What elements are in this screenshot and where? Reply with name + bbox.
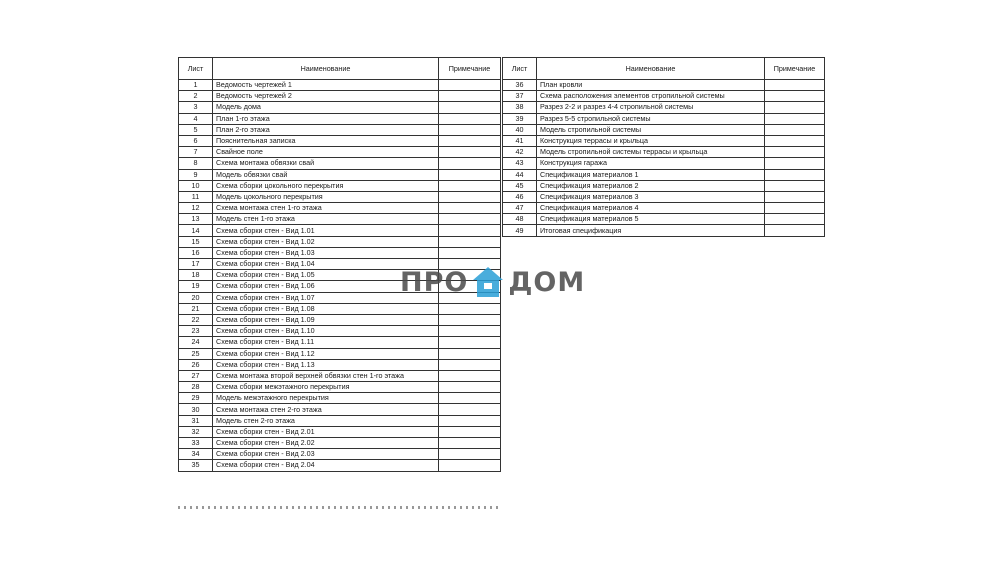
sheet-name: Модель стропильной системы террасы и крыльца xyxy=(537,147,765,158)
sheet-name: Схема расположения элементов стропильной системы xyxy=(537,91,765,102)
sheet-name: Спецификация материалов 1 xyxy=(537,169,765,180)
sheet-number: 21 xyxy=(179,303,213,314)
sheet-name: Схема сборки межэтажного перекрытия xyxy=(213,382,439,393)
table-row xyxy=(179,113,501,124)
sheet-name: Схема сборки стен - Вид 1.13 xyxy=(213,359,439,370)
sheet-name: Модель дома xyxy=(213,102,439,113)
sheet-name: Модель стропильной системы xyxy=(537,124,765,135)
drawings-list-table-right xyxy=(502,57,825,237)
table-row xyxy=(179,314,501,325)
sheet-number: 41 xyxy=(503,135,537,146)
table-row xyxy=(503,91,825,102)
sheet-name: Схема сборки стен - Вид 1.02 xyxy=(213,236,439,247)
sheet-number: 6 xyxy=(179,135,213,146)
watermark-text-left: ПРО xyxy=(400,266,469,298)
sheet-number: 47 xyxy=(503,203,537,214)
watermark-text-right: ДОМ xyxy=(508,266,586,298)
sheet-name: Итоговая спецификация xyxy=(537,225,765,236)
sheet-name: План 2-го этажа xyxy=(213,124,439,135)
sheet-note xyxy=(765,91,825,102)
header-sheet: Лист xyxy=(503,58,537,80)
sheet-number: 45 xyxy=(503,180,537,191)
sheet-note xyxy=(439,203,501,214)
sheet-number: 11 xyxy=(179,191,213,202)
sheet-note xyxy=(765,191,825,202)
sheet-number: 34 xyxy=(179,449,213,460)
sheet-note xyxy=(439,449,501,460)
sheet-number: 36 xyxy=(503,80,537,91)
watermark-small-text: ФМ3 xyxy=(479,290,496,297)
sheet-name: Модель стен 1-го этажа xyxy=(213,214,439,225)
sheet-note xyxy=(439,225,501,236)
sheet-number: 23 xyxy=(179,326,213,337)
table-row xyxy=(503,113,825,124)
sheet-note xyxy=(439,180,501,191)
table-row xyxy=(179,370,501,381)
sheet-number: 42 xyxy=(503,147,537,158)
table-row xyxy=(179,169,501,180)
table-row xyxy=(503,135,825,146)
sheet-number: 3 xyxy=(179,102,213,113)
sheet-number: 37 xyxy=(503,91,537,102)
sheet-number: 7 xyxy=(179,147,213,158)
sheet-note xyxy=(439,415,501,426)
sheet-name: Модель обвязки свай xyxy=(213,169,439,180)
sheet-name: План кровли xyxy=(537,80,765,91)
sheet-note xyxy=(439,314,501,325)
table-row xyxy=(179,203,501,214)
sheet-note xyxy=(765,225,825,236)
sheet-note xyxy=(439,438,501,449)
sheet-name: Схема монтажа второй верхней обвязки стен 1-го этажа xyxy=(213,370,439,381)
sheet-number: 19 xyxy=(179,281,213,292)
table-row xyxy=(179,135,501,146)
table-row xyxy=(503,214,825,225)
table-row xyxy=(179,247,501,258)
table-cut-edge xyxy=(178,506,500,509)
sheet-number: 32 xyxy=(179,426,213,437)
table-row xyxy=(179,382,501,393)
sheet-name: Пояснительная записка xyxy=(213,135,439,146)
sheet-name: Конструкция гаража xyxy=(537,158,765,169)
sheet-number: 8 xyxy=(179,158,213,169)
sheet-note xyxy=(765,169,825,180)
table-row xyxy=(503,180,825,191)
sheet-name: Схема сборки стен - Вид 1.09 xyxy=(213,314,439,325)
sheet-name: Разрез 2-2 и разрез 4-4 стропильной системы xyxy=(537,102,765,113)
sheet-note xyxy=(439,191,501,202)
sheet-note xyxy=(765,203,825,214)
table-row xyxy=(179,393,501,404)
table-row xyxy=(503,147,825,158)
table-row xyxy=(503,124,825,135)
sheet-number: 38 xyxy=(503,102,537,113)
sheet-note xyxy=(765,80,825,91)
sheet-number: 17 xyxy=(179,259,213,270)
sheet-number: 22 xyxy=(179,314,213,325)
sheet-note xyxy=(439,214,501,225)
sheet-number: 30 xyxy=(179,404,213,415)
header-note: Примечание xyxy=(765,58,825,80)
sheet-number: 24 xyxy=(179,337,213,348)
sheet-name: Схема сборки стен - Вид 1.01 xyxy=(213,225,439,236)
sheet-name: Схема монтажа обвязки свай xyxy=(213,158,439,169)
sheet-number: 4 xyxy=(179,113,213,124)
sheet-note xyxy=(439,236,501,247)
sheet-name: Ведомость чертежей 1 xyxy=(213,80,439,91)
sheet-number: 44 xyxy=(503,169,537,180)
table-row xyxy=(179,236,501,247)
table-row xyxy=(179,147,501,158)
sheet-name: Конструкция террасы и крыльца xyxy=(537,135,765,146)
sheet-note xyxy=(765,135,825,146)
sheet-note xyxy=(765,102,825,113)
header-name: Наименование xyxy=(537,58,765,80)
sheet-name: Спецификация материалов 3 xyxy=(537,191,765,202)
sheet-name: Схема сборки стен - Вид 2.03 xyxy=(213,449,439,460)
sheet-note xyxy=(439,426,501,437)
sheet-name: Модель цокольного перекрытия xyxy=(213,191,439,202)
table-row xyxy=(179,303,501,314)
sheet-number: 48 xyxy=(503,214,537,225)
sheet-name: Ведомость чертежей 2 xyxy=(213,91,439,102)
sheet-note xyxy=(439,460,501,471)
sheet-name: Схема сборки стен - Вид 1.10 xyxy=(213,326,439,337)
table-header-row xyxy=(503,58,825,80)
sheet-note xyxy=(439,247,501,258)
sheet-note xyxy=(765,180,825,191)
sheet-number: 28 xyxy=(179,382,213,393)
sheet-name: Схема сборки стен - Вид 2.04 xyxy=(213,460,439,471)
sheet-number: 29 xyxy=(179,393,213,404)
table-row xyxy=(179,438,501,449)
sheet-number: 49 xyxy=(503,225,537,236)
table-row xyxy=(179,337,501,348)
sheet-number: 9 xyxy=(179,169,213,180)
sheet-number: 40 xyxy=(503,124,537,135)
watermark-logo xyxy=(400,265,585,299)
sheet-note xyxy=(439,102,501,113)
header-sheet: Лист xyxy=(179,58,213,80)
sheet-note xyxy=(439,326,501,337)
sheet-name: Схема сборки стен - Вид 1.03 xyxy=(213,247,439,258)
sheet-name: Схема сборки стен - Вид 2.01 xyxy=(213,426,439,437)
sheet-name: Схема сборки стен - Вид 1.12 xyxy=(213,348,439,359)
sheet-note xyxy=(765,214,825,225)
table-row xyxy=(503,203,825,214)
table-row xyxy=(179,348,501,359)
sheet-name: Схема сборки стен - Вид 1.07 xyxy=(213,292,439,303)
table-row xyxy=(503,158,825,169)
sheet-number: 43 xyxy=(503,158,537,169)
table-row xyxy=(503,169,825,180)
table-row xyxy=(503,225,825,236)
table-row xyxy=(503,80,825,91)
sheet-number: 10 xyxy=(179,180,213,191)
table-row xyxy=(179,124,501,135)
table-row xyxy=(179,359,501,370)
sheet-note xyxy=(765,113,825,124)
table-row xyxy=(179,415,501,426)
sheet-number: 2 xyxy=(179,91,213,102)
table-row xyxy=(179,158,501,169)
table-row xyxy=(179,214,501,225)
sheet-name: Схема монтажа стен 2-го этажа xyxy=(213,404,439,415)
sheet-name: Спецификация материалов 5 xyxy=(537,214,765,225)
table-row xyxy=(179,91,501,102)
sheet-name: Схема сборки стен - Вид 1.08 xyxy=(213,303,439,314)
table-row xyxy=(503,102,825,113)
sheet-number: 18 xyxy=(179,270,213,281)
sheet-note xyxy=(439,359,501,370)
sheet-name: Свайное поле xyxy=(213,147,439,158)
sheet-name: Модель стен 2-го этажа xyxy=(213,415,439,426)
sheet-note xyxy=(439,158,501,169)
sheet-note xyxy=(765,158,825,169)
header-note: Примечание xyxy=(439,58,501,80)
sheet-name: Схема сборки стен - Вид 1.11 xyxy=(213,337,439,348)
sheet-name: Модель межэтажного перекрытия xyxy=(213,393,439,404)
table-row xyxy=(179,80,501,91)
sheet-note xyxy=(439,124,501,135)
sheet-note xyxy=(439,370,501,381)
sheet-note xyxy=(439,169,501,180)
sheet-name: Схема сборки стен - Вид 1.05 xyxy=(213,270,439,281)
sheet-number: 26 xyxy=(179,359,213,370)
sheet-number: 25 xyxy=(179,348,213,359)
header-name: Наименование xyxy=(213,58,439,80)
sheet-note xyxy=(439,135,501,146)
table-row xyxy=(503,191,825,202)
sheet-note xyxy=(439,113,501,124)
sheet-name: Схема сборки цокольного перекрытия xyxy=(213,180,439,191)
sheet-note xyxy=(765,147,825,158)
table-row xyxy=(179,426,501,437)
sheet-note xyxy=(439,91,501,102)
table-row xyxy=(179,180,501,191)
house-icon xyxy=(470,265,506,299)
sheet-name: Схема сборки стен - Вид 2.02 xyxy=(213,438,439,449)
sheet-name: Схема сборки стен - Вид 1.06 xyxy=(213,281,439,292)
table-header-row xyxy=(179,58,501,80)
sheet-number: 15 xyxy=(179,236,213,247)
sheet-number: 14 xyxy=(179,225,213,236)
sheet-number: 16 xyxy=(179,247,213,258)
sheet-number: 5 xyxy=(179,124,213,135)
table-row xyxy=(179,404,501,415)
table-row xyxy=(179,102,501,113)
sheet-note xyxy=(439,80,501,91)
table-body-right xyxy=(503,80,825,237)
sheet-number: 13 xyxy=(179,214,213,225)
table-row xyxy=(179,191,501,202)
table-row xyxy=(179,449,501,460)
sheet-number: 1 xyxy=(179,80,213,91)
sheet-number: 27 xyxy=(179,370,213,381)
sheet-number: 46 xyxy=(503,191,537,202)
sheet-note xyxy=(439,393,501,404)
sheet-note xyxy=(439,303,501,314)
sheet-number: 31 xyxy=(179,415,213,426)
sheet-note xyxy=(439,147,501,158)
sheet-number: 20 xyxy=(179,292,213,303)
table-row xyxy=(179,225,501,236)
sheet-name: Схема монтажа стен 1-го этажа xyxy=(213,203,439,214)
sheet-note xyxy=(439,337,501,348)
sheet-note xyxy=(439,404,501,415)
sheet-name: Разрез 5-5 стропильной системы xyxy=(537,113,765,124)
table-row xyxy=(179,326,501,337)
sheet-name: Схема сборки стен - Вид 1.04 xyxy=(213,259,439,270)
sheet-note xyxy=(439,382,501,393)
sheet-name: План 1-го этажа xyxy=(213,113,439,124)
sheet-note xyxy=(765,124,825,135)
sheet-number: 35 xyxy=(179,460,213,471)
sheet-name: Спецификация материалов 2 xyxy=(537,180,765,191)
sheet-name: Спецификация материалов 4 xyxy=(537,203,765,214)
sheet-number: 33 xyxy=(179,438,213,449)
sheet-number: 12 xyxy=(179,203,213,214)
table-row xyxy=(179,460,501,471)
sheet-number: 39 xyxy=(503,113,537,124)
sheet-note xyxy=(439,348,501,359)
